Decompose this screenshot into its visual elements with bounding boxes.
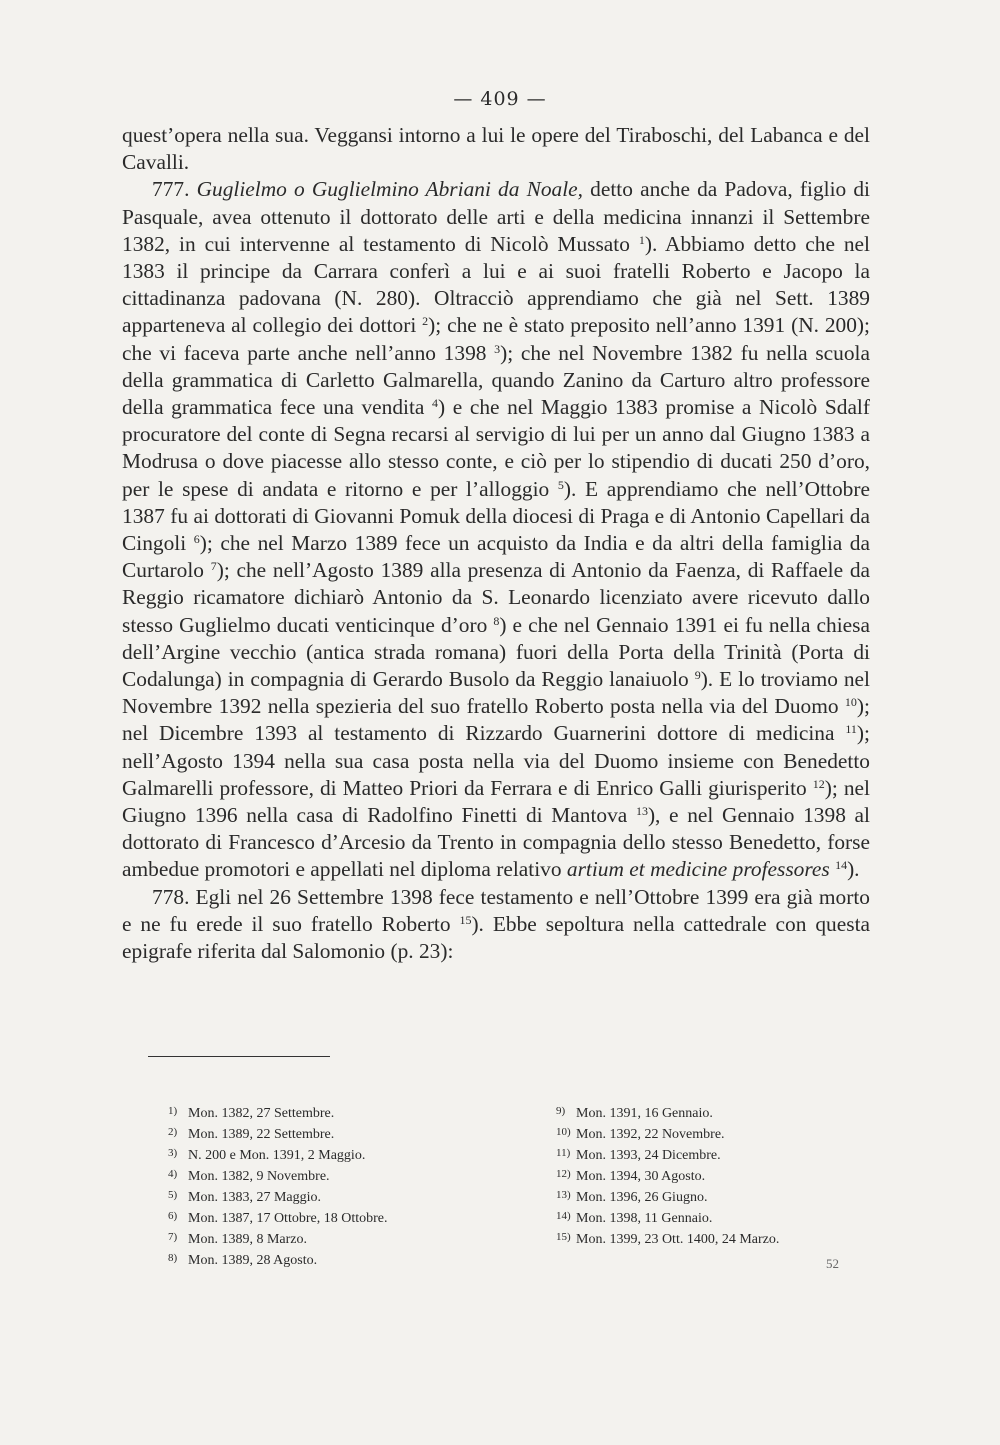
paragraph-continuation: quest’opera nella sua. Veggansi intorno a lui le opere del Tiraboschi, del Labanca e del Cavalli. [122, 123, 870, 175]
footnote-number: 11) [556, 1147, 571, 1159]
footnote-number: 2) [168, 1126, 178, 1138]
footnote-text: N. 200 e Mon. 1391, 2 Maggio. [188, 1148, 366, 1163]
footnote-number: 13) [556, 1189, 571, 1201]
page-number: — 409 — [453, 88, 547, 110]
footnote-text: Mon. 1389, 28 Agosto. [188, 1253, 318, 1268]
footnote-item [168, 1144, 468, 1165]
footnote-item [168, 1228, 468, 1249]
paragraph-778: 778. Egli nel 26 Settembre 1398 fece testamento e nell’Ottobre 1399 era già morto e ne fu erede il suo fratello Roberto $^{15}$). Ebbe sepoltura nella cattedrale con questa epigrafe riferita dal Salomonio (p. 23): [122, 884, 871, 964]
main-text [122, 122, 870, 965]
footnote-item [556, 1165, 876, 1186]
footnote-number: 7) [168, 1231, 178, 1243]
footnotes-right-column [556, 1102, 876, 1249]
footnote-text: Mon. 1382, 9 Novembre. [188, 1169, 330, 1184]
footnote-number: 10) [556, 1126, 571, 1138]
footnote-text: Mon. 1389, 8 Marzo. [188, 1232, 307, 1247]
footnote-text: Mon. 1393, 24 Dicembre. [576, 1148, 721, 1163]
footnote-text: Mon. 1392, 22 Novembre. [576, 1127, 725, 1142]
footnote-text: Mon. 1391, 16 Gennaio. [576, 1106, 713, 1121]
footnote-item [168, 1165, 468, 1186]
footnote-number: 14) [556, 1210, 571, 1222]
footnote-text: Mon. 1387, 17 Ottobre, 18 Ottobre. [188, 1211, 388, 1226]
footnote-number: 8) [168, 1252, 178, 1264]
footnote-number: 5) [168, 1189, 178, 1201]
footnote-item [556, 1228, 876, 1249]
footnote-item [556, 1186, 876, 1207]
footnote-text: Mon. 1383, 27 Maggio. [188, 1190, 321, 1205]
footnote-number: 12) [556, 1168, 571, 1180]
footnote-text: Mon. 1399, 23 Ott. 1400, 24 Marzo. [576, 1232, 780, 1247]
footnote-item [556, 1102, 876, 1123]
footnote-item [168, 1102, 468, 1123]
footnote-item [168, 1207, 468, 1228]
footnote-text: Mon. 1398, 11 Gennaio. [576, 1211, 713, 1226]
footnote-item [556, 1123, 876, 1144]
signature-mark: 52 [826, 1256, 839, 1271]
footnote-item [168, 1249, 468, 1270]
footnotes-left-column [168, 1102, 468, 1270]
footnote-item [556, 1207, 876, 1228]
footnote-number: 4) [168, 1168, 178, 1180]
footnote-text: Mon. 1389, 22 Settembre. [188, 1127, 335, 1142]
footnote-text: Mon. 1396, 26 Giugno. [576, 1190, 708, 1205]
footnote-item [168, 1186, 468, 1207]
footnote-divider [148, 1056, 330, 1057]
footnote-number: 9) [556, 1105, 566, 1117]
footnote-item [556, 1144, 876, 1165]
footnote-text: Mon. 1394, 30 Agosto. [576, 1169, 706, 1184]
footnote-number: 1) [168, 1105, 178, 1117]
footnote-item [168, 1123, 468, 1144]
footnote-number: 3) [168, 1147, 178, 1159]
footnote-text: Mon. 1382, 27 Settembre. [188, 1106, 335, 1121]
footnote-number: 15) [556, 1231, 571, 1243]
paragraph-777: 777. Guglielmo o Guglielmino Abriani da Noale, detto anche da Padova, figlio di Pasquale, avea ottenuto il dottorato delle arti e della medicina innanzi il Settembre 1382, in cui intervenne al testamento di Nicolò Mussato $^1$). Abbiamo detto che nel 1383 il principe da Carrara conferì a lui e ai suoi fratelli Roberto e Jacopo la cittadinanza padovana (N. 280). Oltracciò apprendiamo che già nel Sett. 1389 apparteneva al collegio dei dottori $^2$); che ne è stato preposito nell’anno 1391 (N. 200); che vi faceva parte anche nell’anno 1398 $^3$); che nel Novembre 1382 fu nella scuola della grammatica di Carletto Galmarella, quando Zanino da Carturo altro professore della grammatica fece una vendita $^4$) e che nel Maggio 1383 promise a Nicolò Sdalf procuratore del conte di Segna recarsi al servigio di lui per un anno dal Giugno 1383 a Modrusa o dove piacesse allo stesso conte, e ciò per lo stipendio di ducati 250 d’oro, per le spese di andata e ritorno e per l’alloggio $^5$). E apprendiamo che nell’Ottobre 1387 fu ai dottorati di Giovanni Pomuk della diocesi di Praga e di Antonio Capellari da Cingoli $^6$); che nel Marzo 1389 fece un acquisto da India e da altri della famiglia da Curtarolo $^7$); che nell’Agosto 1389 alla presenza di Antonio da Faenza, di Raffaele da Reggio ricamatore dichiarò Antonio da S. Leonardo licenziato avere ricevuto dallo stesso Guglielmo ducati venticinque d’oro $^8$) e che nel Gennaio 1391 ei fu nella chiesa dell’Argine vecchio (antica strada romana) fuori della Porta della Trinità (Porta di Codalunga) in compagnia di Gerardo Busolo da Reggio lanaiuolo $^9$). E lo troviamo nel Novembre 1392 nella spezieria del suo fratello Roberto posta nella via del Duomo $^{10}$); nel Dicembre 1393 al testamento di Rizzardo Guarnerini dottore di medicina $^{11}$); nell’Agosto 1394 nella sua casa posta nella via del Duomo insieme con Benedetto Galmarelli professore, di Matteo Priori da Ferrara e di Enrico Galli giurisperito $^{12}$); nel Giugno 1396 nella casa di Radolfino Finetti di Mantova $^{13}$), e nel Gennaio 1398 al dottorato di Francesco d’Arcesio da Trento in compagnia dello stesso Benedetto, forse ambedue promotori e appellati nel diploma relativo artium et medicine professores $^{14}$). [122, 177, 871, 882]
footnote-number: 6) [168, 1210, 178, 1222]
